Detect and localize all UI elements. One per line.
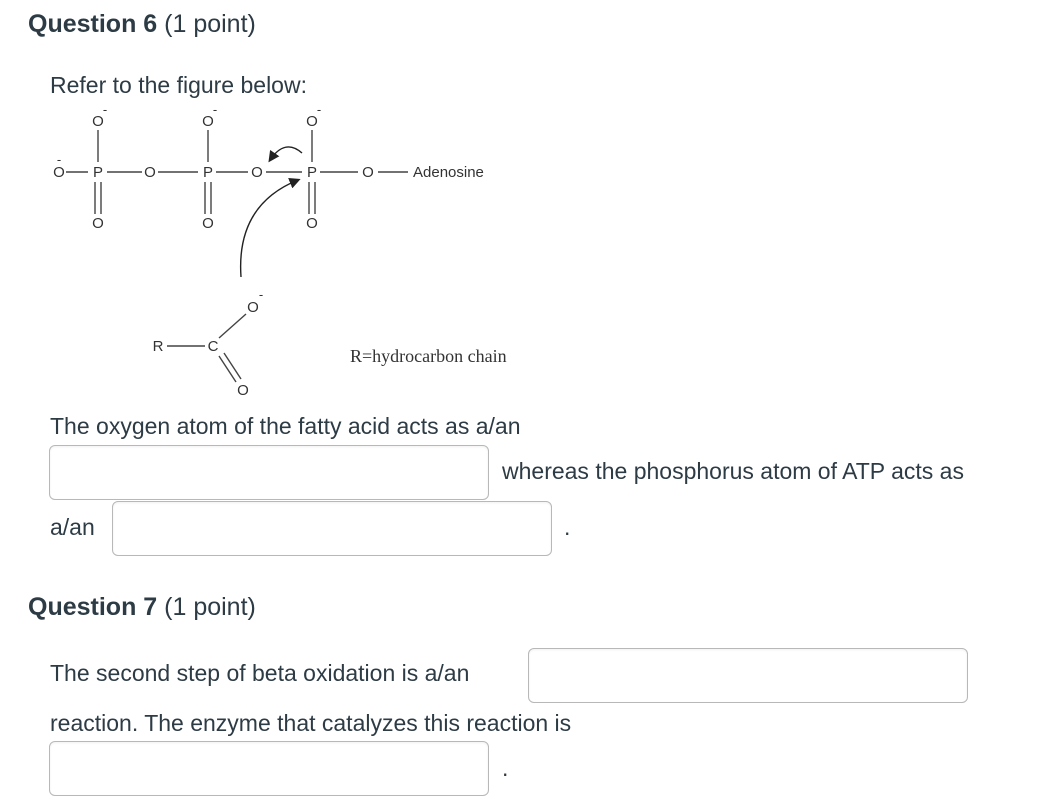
figure-charges bbox=[57, 102, 321, 302]
question-6-blank-1[interactable] bbox=[49, 445, 489, 500]
figure-arrows bbox=[241, 147, 302, 277]
nucleophilic-attack-arrow bbox=[241, 180, 298, 277]
atp-fatty-acid-reaction-figure bbox=[40, 100, 560, 405]
question-7-blank-2[interactable] bbox=[49, 741, 489, 796]
negative-charge: - bbox=[212, 102, 218, 117]
r-group-legend: R=hydrocarbon chain bbox=[350, 346, 507, 366]
question-6-heading bbox=[28, 10, 256, 39]
adenosine-label: Adenosine bbox=[413, 164, 484, 181]
negative-charge: - bbox=[56, 152, 62, 167]
question-6-points: (1 point) bbox=[164, 10, 256, 38]
negative-charge: - bbox=[258, 287, 264, 302]
atom-r-group: R bbox=[152, 338, 164, 355]
atom-oxygen: O bbox=[237, 382, 249, 399]
atom-oxygen: O bbox=[306, 113, 318, 130]
question-6-end-punctuation: . bbox=[564, 514, 571, 540]
question-7-heading bbox=[28, 593, 256, 622]
negative-charge: - bbox=[102, 102, 108, 117]
question-6-title: Question 6 bbox=[28, 10, 158, 38]
atom-phosphorus: P bbox=[202, 164, 214, 181]
negative-charge: - bbox=[316, 102, 322, 117]
question-6-line-1: The oxygen atom of the fatty acid acts as a/an bbox=[50, 413, 521, 439]
question-7-points: (1 point) bbox=[164, 593, 256, 621]
figure-atoms bbox=[53, 113, 374, 399]
atom-phosphorus: P bbox=[92, 164, 104, 181]
atom-carbon: C bbox=[207, 338, 219, 355]
atom-oxygen: O bbox=[247, 299, 259, 316]
question-6-prompt: Refer to the figure below: bbox=[50, 72, 307, 98]
electron-push-arrow bbox=[270, 147, 302, 160]
atom-oxygen: O bbox=[144, 164, 156, 181]
figure-bonds bbox=[66, 130, 408, 382]
question-6-line-3: a/an bbox=[50, 514, 95, 540]
atom-oxygen: O bbox=[92, 113, 104, 130]
atom-oxygen: O bbox=[251, 164, 263, 181]
atom-oxygen: O bbox=[53, 164, 65, 181]
atom-oxygen: O bbox=[362, 164, 374, 181]
question-7-title: Question 7 bbox=[28, 593, 158, 621]
atom-oxygen: O bbox=[92, 215, 104, 232]
question-7-blank-1[interactable] bbox=[528, 648, 968, 703]
question-7-line-2: reaction. The enzyme that catalyzes this reaction is bbox=[50, 710, 572, 736]
question-6-line-2: whereas the phosphorus atom of ATP acts as bbox=[502, 458, 964, 484]
atom-phosphorus: P bbox=[306, 164, 318, 181]
atom-oxygen: O bbox=[202, 215, 214, 232]
question-7-end-punctuation: . bbox=[502, 755, 509, 781]
atom-oxygen: O bbox=[306, 215, 318, 232]
question-6-blank-2[interactable] bbox=[112, 501, 552, 556]
question-7-line-1: The second step of beta oxidation is a/an bbox=[50, 660, 470, 686]
atom-oxygen: O bbox=[202, 113, 214, 130]
